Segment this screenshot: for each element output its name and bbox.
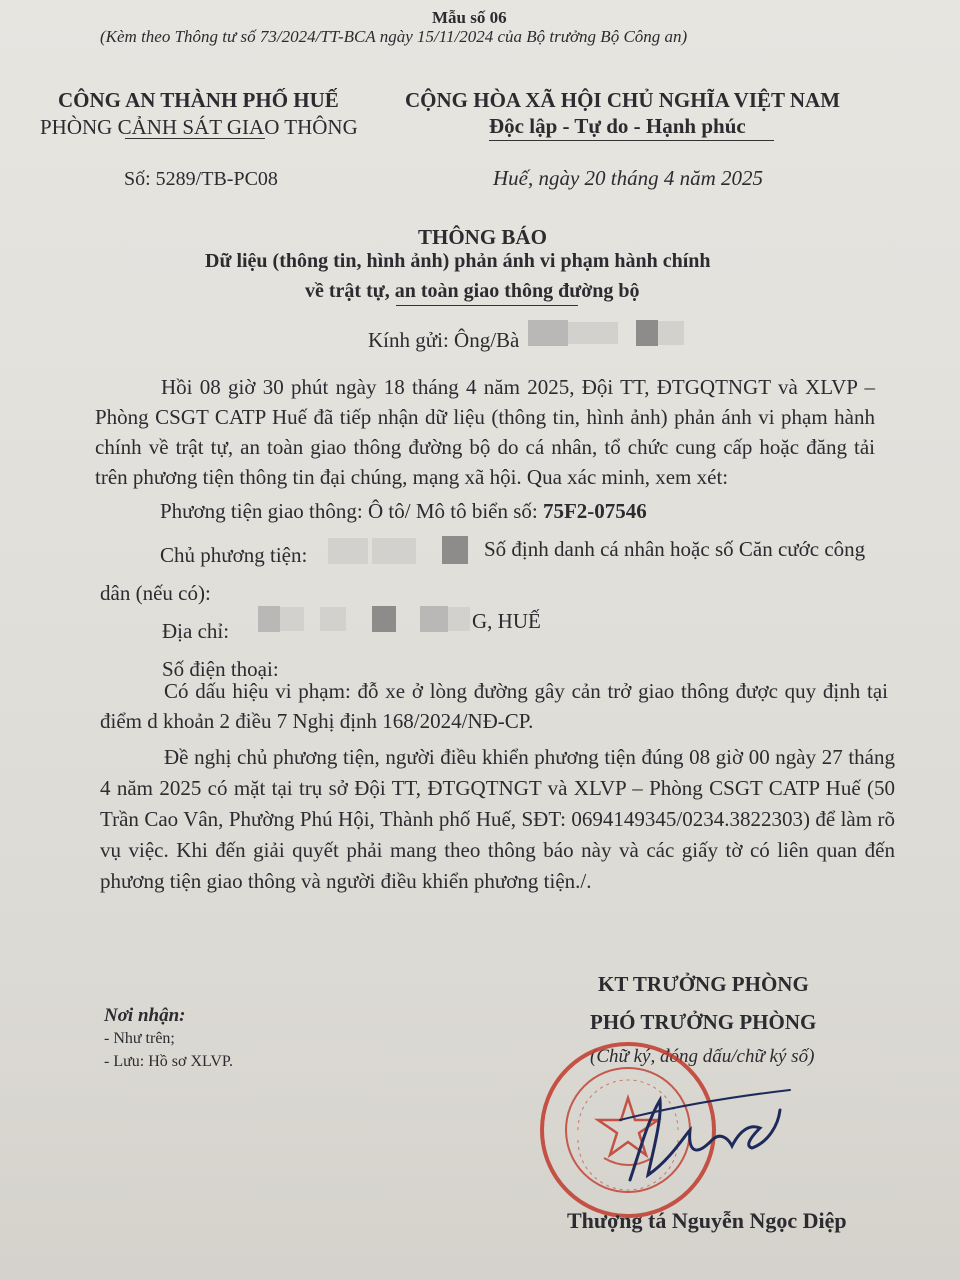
- address-visible: G, HUẾ: [472, 609, 541, 633]
- notice-title: THÔNG BÁO: [418, 225, 547, 249]
- agency-name: PHÒNG CẢNH SÁT GIAO THÔNG: [40, 115, 358, 139]
- owner-label: Chủ phương tiện:: [160, 543, 308, 567]
- redacted-address-3: [320, 607, 346, 631]
- redacted-recipient-4: [658, 321, 684, 345]
- date-place: Huế, ngày 20 tháng 4 năm 2025: [493, 166, 764, 190]
- plate-number: 75F2-07546: [542, 499, 647, 523]
- violation-text: Có dấu hiệu vi phạm: đỗ xe ở lòng đường gây cản trở giao thông được quy định tại điểm d khoản 2 điều 7 Nghị định 168/2024/NĐ-CP.: [100, 679, 888, 733]
- signer-title-1: KT TRƯỞNG PHÒNG: [598, 972, 809, 996]
- redacted-owner-3: [442, 536, 468, 564]
- agency-parent: CÔNG AN THÀNH PHỐ HUẾ: [58, 88, 339, 112]
- notice-subtitle-1: Dữ liệu (thông tin, hình ảnh) phản ánh vi phạm hành chính: [205, 250, 711, 272]
- title-underline: [396, 305, 578, 306]
- document-number: Số: 5289/TB-PC08: [124, 168, 278, 190]
- phone-label: Số điện thoại:: [162, 657, 279, 681]
- national-title: CỘNG HÒA XÃ HỘI CHỦ NGHĨA VIỆT NAM: [405, 88, 841, 112]
- paragraph-intro: Hồi 08 giờ 30 phút ngày 18 tháng 4 năm 2025, Đội TT, ĐTGQTNGT và XLVP – Phòng CSGT CATP Huế đã tiếp nhận dữ liệu (thông tin, hình ảnh) phản ánh vi phạm hành chính về trật tự, an toàn giao thông đường bộ do cá nhân, tổ chức cung cấp hoặc đăng tải trên phương tiện thông tin đại chúng, mạng xã hội. Qua xác minh, xem xét:: [95, 375, 875, 489]
- redacted-recipient-2: [568, 322, 618, 344]
- form-reference: (Kèm theo Thông tư số 73/2024/TT-BCA ngày 15/11/2024 của Bộ trưởng Bộ Công an): [100, 27, 688, 46]
- paragraph-request: Đề nghị chủ phương tiện, người điều khiển phương tiện đúng 08 giờ 00 ngày 27 tháng 4 năm 2025 có mặt tại trụ sở Đội TT, ĐTGQTNGT và XLVP – Phòng CSGT CATP Huế (50 Trần Cao Vân, Phường Phú Hội, Thành phố Huế, SĐT: 0694149345/0234.3822303) để làm rõ vụ việc. Khi đến giải quyết phải mang theo thông báo này và các giấy tờ có liên quan đến phương tiện giao thông và người điều khiển phương tiện./.: [100, 745, 895, 893]
- national-motto: Độc lập - Tự do - Hạnh phúc: [489, 114, 746, 138]
- redacted-owner-2: [372, 538, 416, 564]
- recipient-line: Kính gửi: Ông/Bà: [368, 328, 520, 352]
- redacted-address-4: [372, 606, 396, 632]
- signer-title-2: PHÓ TRƯỞNG PHÒNG: [590, 1010, 817, 1034]
- vehicle-label: Phương tiện giao thông: Ô tô/ Mô tô biển số:: [160, 499, 543, 523]
- signature-note: (Chữ ký, đóng dấu/chữ ký số): [590, 1046, 815, 1067]
- notice-subtitle-2: về trật tự, an toàn giao thông đường bộ: [305, 280, 640, 302]
- address-label: Địa chỉ:: [162, 619, 230, 643]
- redacted-address-5: [420, 606, 448, 632]
- id-label-cont: dân (nếu có):: [100, 581, 211, 605]
- agency-divider: [125, 138, 265, 139]
- redacted-address-6: [448, 607, 470, 631]
- redacted-recipient-1: [528, 320, 568, 346]
- signer-name: Thượng tá Nguyễn Ngọc Diệp: [567, 1208, 847, 1233]
- handwritten-signature: [600, 1080, 800, 1190]
- form-number: Mẫu số 06: [432, 8, 507, 27]
- id-label: Số định danh cá nhân hoặc số Căn cước công: [484, 537, 866, 561]
- recipients-item-1: - Như trên;: [104, 1030, 175, 1047]
- redacted-address-2: [280, 607, 304, 631]
- recipients-item-2: - Lưu: Hồ sơ XLVP.: [104, 1053, 233, 1070]
- vehicle-line: [160, 496, 647, 526]
- redacted-owner-1: [328, 538, 368, 564]
- motto-underline: [489, 140, 774, 141]
- redacted-recipient-3: [636, 320, 658, 346]
- redacted-address-1: [258, 606, 280, 632]
- recipients-heading: Nơi nhận:: [104, 1005, 186, 1026]
